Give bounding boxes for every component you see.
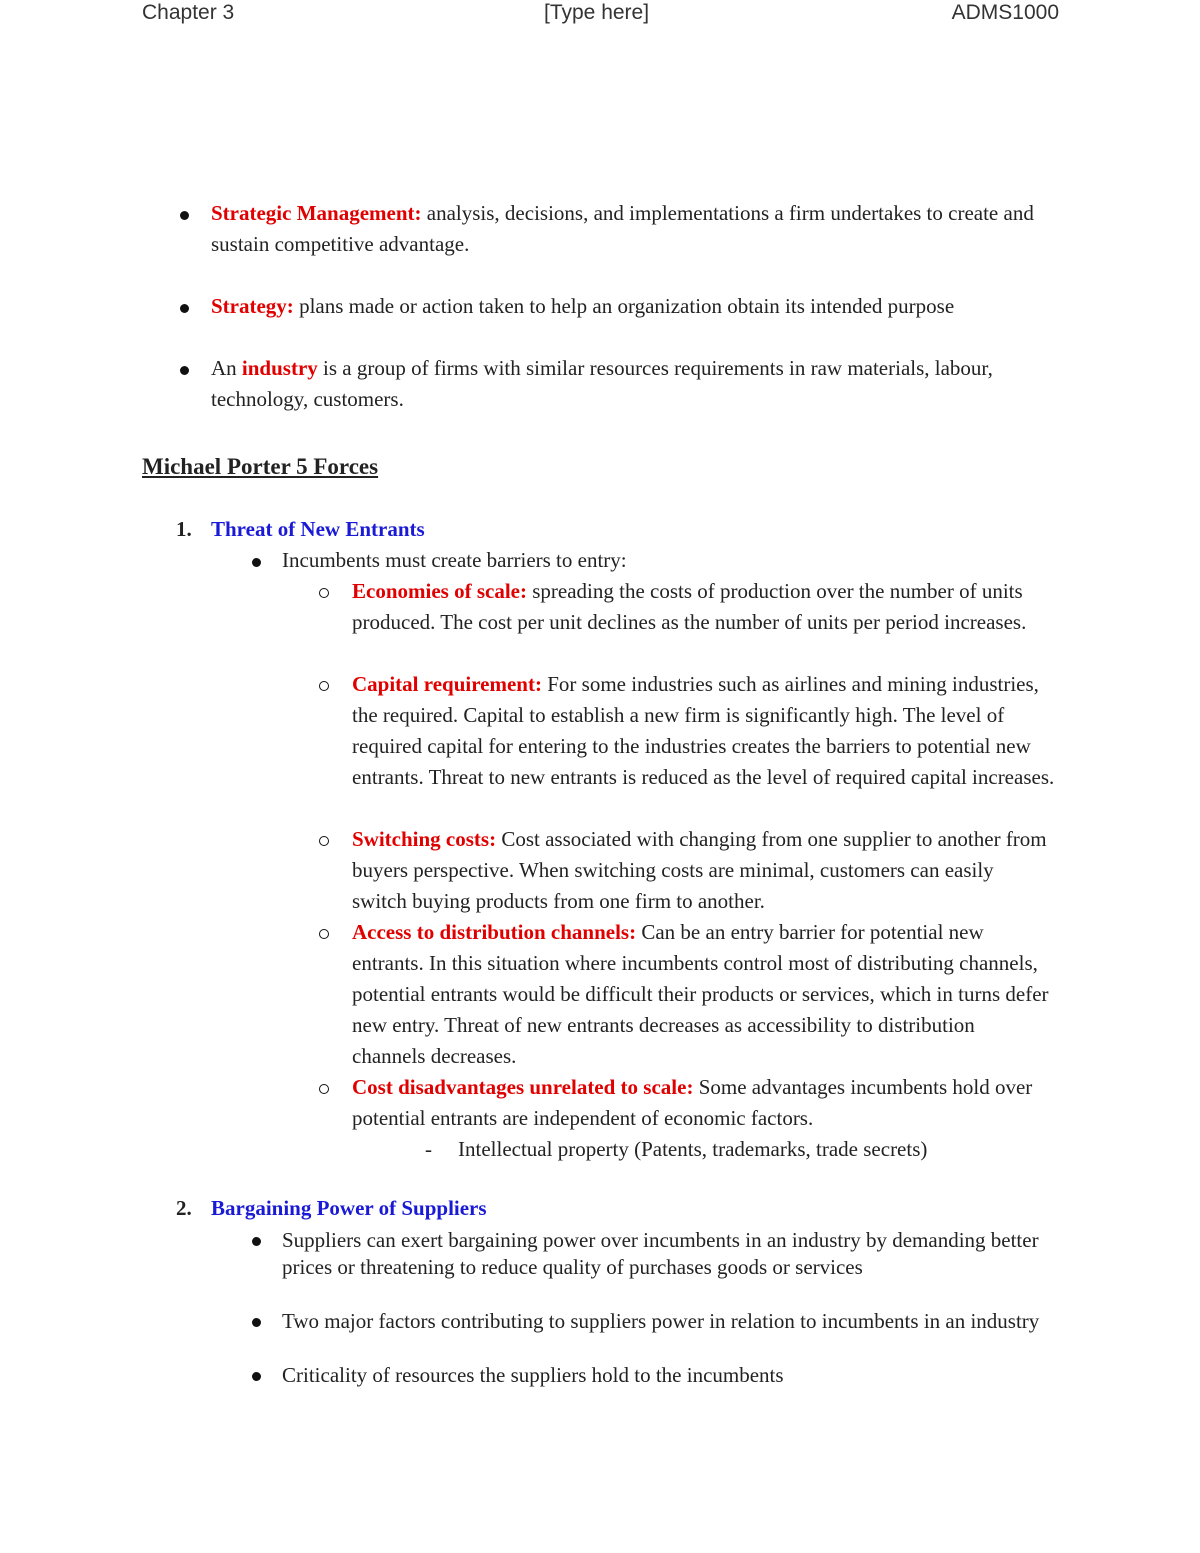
barrier-text: For some industries such as airlines and mining industries, the required. Capital to establish a new firm is significantly high. The level of required capital for entering to the industries creates the barriers to potential new entrants. Threat to new entrants is reduced as the level of required capital increases. (352, 672, 1055, 789)
definition-strategic-management (211, 198, 1061, 260)
definition-text: analysis, decisions, and implementations a firm undertakes to create and sustain competitive advantage. (211, 201, 1034, 256)
bullet-icon (180, 366, 189, 375)
supplier-point: Suppliers can exert bargaining power over incumbents in an industry by demanding better prices or threatening to reduce quality of purchases goods or services (282, 1228, 1039, 1279)
section-title: Michael Porter 5 Forces (142, 454, 379, 479)
barrier-term: Economies of scale: (352, 579, 527, 603)
barrier-text: spreading the costs of production over the number of units produced. The cost per unit declines as the number of units per period increases. (352, 579, 1027, 634)
bullet-icon (252, 1372, 261, 1381)
supplier-point: Criticality of resources the suppliers hold to the incumbents (282, 1363, 784, 1387)
barrier-text: Some advantages incumbents hold over potential entrants are independent of economic factors. (352, 1075, 1033, 1130)
dash-marker: - (425, 1137, 432, 1161)
barrier-economies-of-scale (352, 576, 1062, 638)
force-title-threat-new-entrants: Threat of New Entrants (211, 517, 425, 541)
circle-bullet-icon (319, 1084, 329, 1094)
bullet-icon (252, 1237, 261, 1246)
barrier-term: Switching costs: (352, 827, 497, 851)
bullet-icon (180, 304, 189, 313)
circle-bullet-icon (319, 681, 329, 691)
sub-item-intellectual-property: Intellectual property (Patents, trademarks, trade secrets) (458, 1137, 928, 1161)
force-number: 1. (176, 517, 192, 541)
barrier-term: Access to distribution channels: (352, 920, 637, 944)
barrier-text: Cost associated with changing from one supplier to another from buyers perspective. When switching costs are minimal, customers can easily switch buying products from one firm to another. (352, 827, 1047, 913)
definition-prefix: An (211, 356, 242, 380)
header-chapter: Chapter 3 (142, 1, 235, 24)
definition-text: is a group of firms with similar resources requirements in raw materials, labour, technology, customers. (211, 356, 993, 411)
definition-strategy (211, 291, 1091, 322)
definition-term: Strategy: (211, 294, 294, 318)
bullet-icon (252, 558, 261, 567)
circle-bullet-icon (319, 929, 329, 939)
bullet-icon (252, 1318, 261, 1327)
barrier-term: Capital requirement: (352, 672, 542, 696)
definition-term: industry (241, 356, 318, 380)
definition-industry (211, 353, 1061, 415)
header-placeholder: [Type here] (544, 1, 650, 24)
header-course-code: ADMS1000 (951, 1, 1059, 24)
force-title-bargaining-suppliers: Bargaining Power of Suppliers (211, 1196, 487, 1220)
force-number: 2. (176, 1196, 192, 1220)
barrier-capital-requirement (352, 669, 1062, 793)
barrier-text: Can be an entry barrier for potential new entrants. In this situation where incumbents control most of distributing channels, potential entrants would be difficult their products or services, which in turns defer new entry. Threat of new entrants decreases as accessibility to distribution channels decreases. (352, 920, 1049, 1068)
definition-text: plans made or action taken to help an organization obtain its intended purpose (293, 294, 955, 318)
circle-bullet-icon (319, 836, 329, 846)
supplier-point: Two major factors contributing to suppliers power in relation to incumbents in an industry (282, 1309, 1040, 1333)
definition-term: Strategic Management: (211, 201, 422, 225)
force1-intro: Incumbents must create barriers to entry: (282, 548, 627, 572)
bullet-icon (180, 211, 189, 220)
barrier-term: Cost disadvantages unrelated to scale: (352, 1075, 694, 1099)
circle-bullet-icon (319, 588, 329, 598)
barrier-switching-costs (352, 824, 1052, 917)
barrier-access-distribution (352, 917, 1052, 1072)
barrier-cost-disadvantages (352, 1072, 1062, 1134)
